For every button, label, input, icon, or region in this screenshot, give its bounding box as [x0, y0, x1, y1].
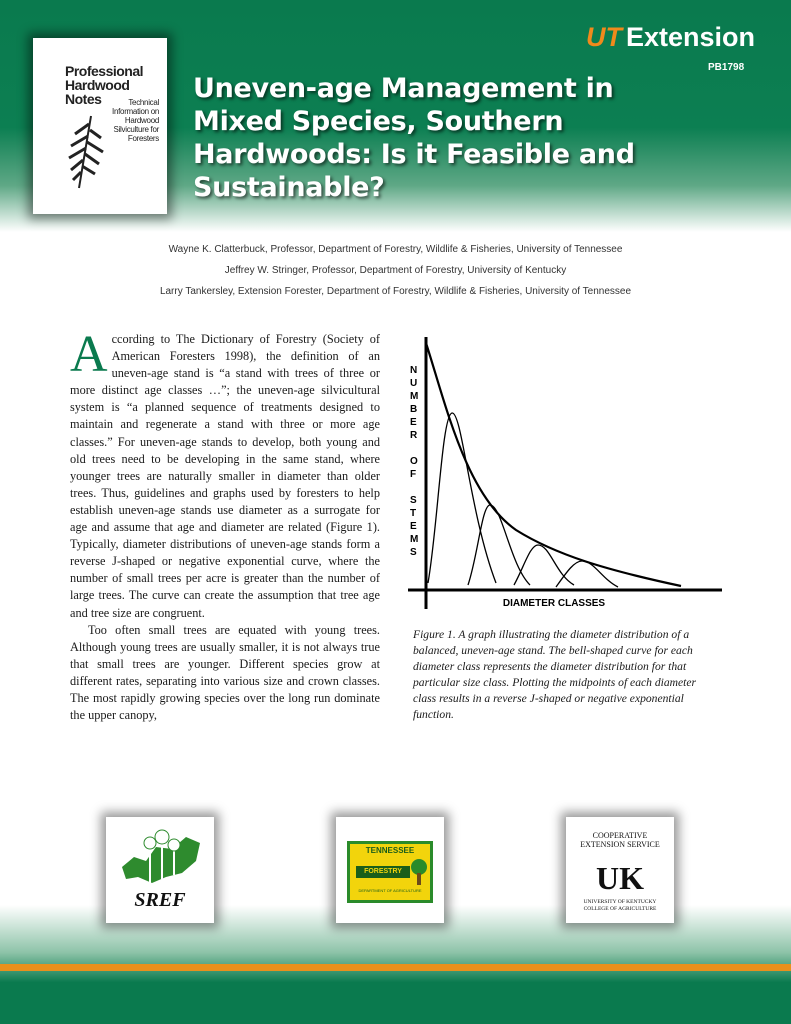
tennessee-forestry-logo [336, 817, 444, 923]
tn-bottom-text: DEPARTMENT OF AGRICULTURE [358, 888, 422, 893]
tree-sprig-icon [61, 112, 111, 192]
diameter-distribution-figure [406, 335, 726, 615]
bell-curve-3 [514, 545, 574, 585]
paragraph-1: ccording to The Dictionary of Forestry (Society of American Foresters 1998), the definition of an uneven-age stand is “a stand with trees of three or more distinct age classes …”; the uneven-age silvicultural system is “a planned sequence of treatments designed to maintain and regenerate a stand with three or more age classes.” For uneven-age stands to develop, both young and old trees need to be developing in the same stand, where younger trees are naturally smaller in diameter than older trees. Thus, guidelines and graphs used by foresters to help establish uneven-age stands use diameter as a surrogate for age and assume that age and diameter are related (Figure 1). Typically, diameter distributions of uneven-age stands form a reverse J-shaped or negative exponential curve, where the number of small trees per acre is greater than the number of large trees. The curve can create the assumption that tree age and tree size are congruent. [70, 332, 380, 620]
tn-forestry-seal [347, 841, 433, 903]
figure-caption: Figure 1. A graph illustrating the diameter distribution of a balanced, uneven-age stand. The bell-shaped curve for each diameter class represents the diameter distribution for that particular size class. Plotting the midpoints of each diameter class results in a reverse J-shaped or negative exponential function. [413, 628, 697, 721]
body-text [70, 326, 380, 724]
uk-bottom-text: UNIVERSITY OF KENTUCKY COLLEGE OF AGRICULTURE [583, 899, 657, 912]
x-axis-label: DIAMETER CLASSES [502, 598, 606, 609]
ut-extension-logo: UT Extension [586, 22, 756, 52]
authors [0, 239, 791, 302]
drop-cap: A [70, 326, 108, 383]
tn-tree-icon [410, 858, 428, 886]
page-title: Uneven-age Management in Mixed Species, Southern Hardwoods: Is it Feasible and Sustainable? [193, 73, 635, 203]
paragraph-2: Too often small trees are equated with young trees. Although young trees are usually smaller, it is not always true that small trees are younger. Different species grow at different rates, separating into various size and crown classes. The most rapidly growing species over the long run dominate the upper canopy, [70, 622, 380, 723]
tn-top-text: TENNESSEE [365, 846, 415, 855]
bell-curve-4 [556, 561, 618, 587]
tn-mid-text: FORESTRY [356, 866, 410, 878]
badge-subtitle: Technical Information on Hardwood Silviculture for Foresters [112, 98, 159, 143]
reverse-j-curve [426, 343, 681, 586]
badge-title: Professional Hardwood Notes [65, 63, 144, 107]
sref-logo [106, 817, 214, 923]
y-axis-label: N U M B E R O F S T E M S [410, 365, 419, 558]
orange-stripe [0, 964, 791, 971]
uk-cooperative-extension-logo [566, 817, 674, 923]
uk-mark: UK [596, 860, 644, 896]
sref-trees-icon [116, 827, 204, 889]
sref-label: SREF [134, 889, 186, 911]
uk-top-text: COOPERATIVE EXTENSION SERVICE [580, 831, 660, 849]
author-line: Wayne K. Clatterbuck, Professor, Department of Forestry, Wildlife & Fisheries, University of Tennessee [168, 244, 623, 255]
author-line: Larry Tankersley, Extension Forester, Department of Forestry, Wildlife & Fisheries, University of Tennessee [159, 286, 632, 297]
publication-number: PB1798 [708, 62, 745, 73]
author-line: Jeffrey W. Stringer, Professor, Department of Forestry, University of Kentucky [224, 265, 567, 276]
professional-hardwood-notes-badge [33, 38, 167, 214]
